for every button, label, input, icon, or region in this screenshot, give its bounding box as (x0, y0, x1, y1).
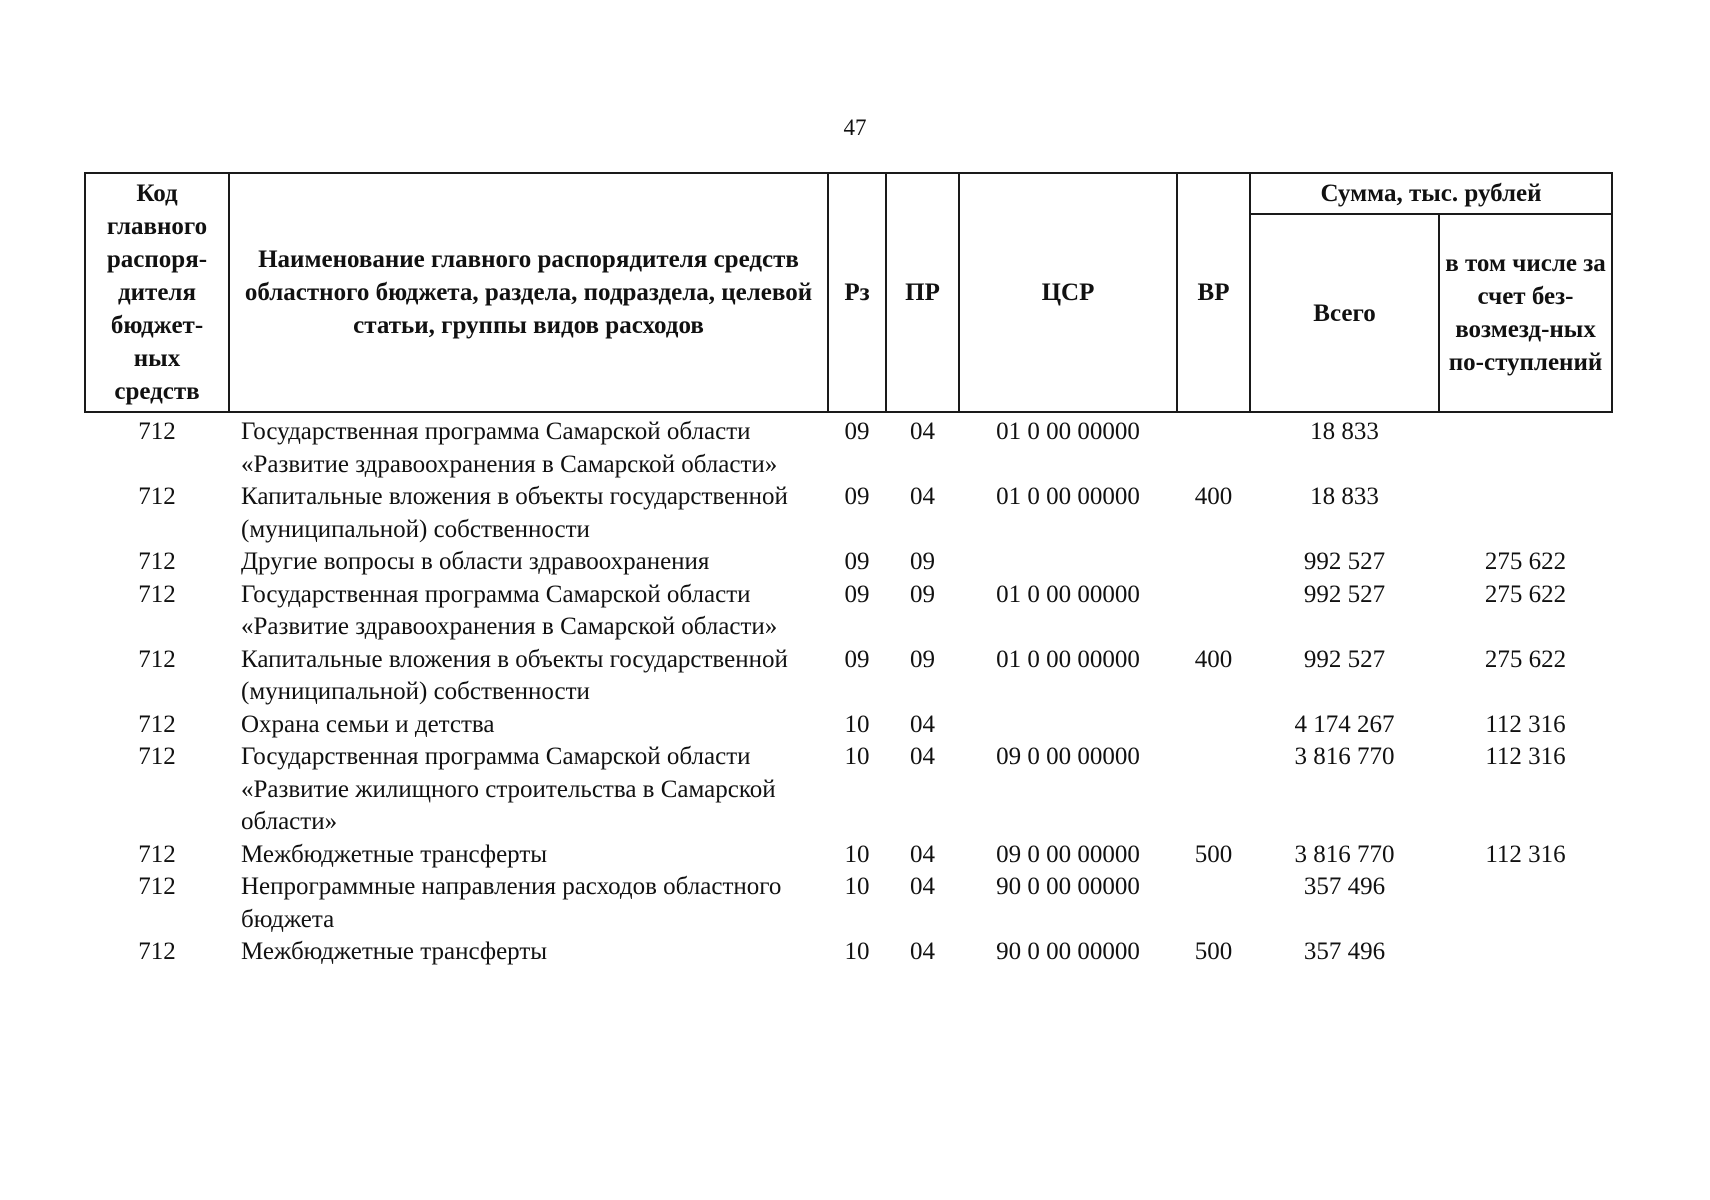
cell-name: Государственная программа Самарской области «Развитие здравоохранения в Самарской области» (241, 418, 778, 478)
table-row (85, 412, 1612, 481)
cell-name: Государственная программа Самарской области «Развитие жилищного строительства в Самарской области» (241, 743, 776, 835)
cell-total: 357 496 (1303, 938, 1386, 965)
cell-rz: 09 (844, 483, 870, 510)
cell-name: Другие вопросы в области здравоохранения (241, 548, 710, 575)
table-row (85, 481, 1612, 546)
cell-vr: 400 (1194, 483, 1233, 510)
cell-csr: 01 0 00 00000 (996, 580, 1140, 608)
header-grant: в том числе за счет без-возмезд-ных по-ступлений (1439, 214, 1612, 412)
cell-code: 712 (138, 483, 176, 510)
cell-code: 712 (138, 710, 176, 738)
cell-code: 712 (138, 743, 176, 770)
cell-csr: 90 0 00 00000 (996, 873, 1140, 900)
table-row (85, 839, 1612, 872)
cell-total: 992 527 (1303, 580, 1386, 608)
budget-table (84, 172, 1613, 969)
cell-rz: 10 (844, 873, 870, 900)
cell-csr: 09 0 00 00000 (996, 840, 1140, 868)
cell-rz: 09 (844, 645, 870, 673)
cell-csr: 09 0 00 00000 (996, 743, 1140, 770)
cell-name: Охрана семьи и детства (241, 710, 495, 738)
table-row (85, 936, 1612, 969)
cell-grant: 275 622 (1484, 645, 1567, 673)
cell-csr (959, 709, 1177, 742)
cell-total: 3 816 770 (1294, 743, 1395, 770)
table-row (85, 871, 1612, 936)
cell-vr (1177, 709, 1250, 742)
header-pr: ПР (886, 173, 959, 412)
cell-grant: 112 316 (1485, 743, 1566, 770)
cell-vr (1177, 579, 1250, 644)
page-number: 47 (843, 115, 867, 140)
cell-csr: 01 0 00 00000 (996, 645, 1140, 673)
cell-grant (1439, 871, 1612, 936)
header-code: Код главного распоря-дителя бюджет-ных средств (85, 173, 229, 412)
table-row (85, 709, 1612, 742)
cell-rz: 10 (844, 938, 870, 965)
cell-pr: 09 (910, 580, 935, 608)
cell-csr: 01 0 00 00000 (996, 483, 1140, 510)
cell-pr: 09 (910, 548, 935, 575)
cell-vr (1177, 741, 1250, 839)
cell-vr: 400 (1194, 645, 1233, 673)
cell-name: Межбюджетные трансферты (241, 840, 548, 868)
cell-pr: 04 (910, 743, 935, 770)
cell-vr: 500 (1194, 938, 1233, 965)
header-sum-group: Сумма, тыс. рублей (1250, 173, 1612, 214)
cell-code: 712 (138, 645, 176, 673)
cell-vr (1177, 412, 1250, 481)
cell-code: 712 (138, 418, 176, 445)
header-total: Всего (1250, 214, 1439, 412)
table-row (85, 579, 1612, 644)
cell-total: 4 174 267 (1294, 710, 1395, 738)
header-rz: Рз (828, 173, 886, 412)
header-csr: ЦСР (959, 173, 1177, 412)
cell-name: Капитальные вложения в объекты государственной (муниципальной) собственности (241, 645, 788, 705)
cell-total: 992 527 (1303, 548, 1386, 575)
cell-name: Государственная программа Самарской области «Развитие здравоохранения в Самарской области» (241, 580, 778, 640)
cell-rz: 09 (844, 580, 870, 608)
cell-code: 712 (138, 840, 176, 868)
cell-rz: 09 (844, 418, 870, 445)
cell-csr: 01 0 00 00000 (996, 418, 1140, 445)
table-header (85, 173, 1612, 412)
cell-pr: 04 (910, 873, 935, 900)
cell-grant: 112 316 (1485, 710, 1566, 738)
cell-rz: 09 (844, 548, 870, 575)
cell-code: 712 (138, 548, 176, 575)
cell-total: 18 833 (1310, 418, 1379, 445)
cell-csr (959, 546, 1177, 579)
cell-rz: 10 (844, 840, 870, 868)
cell-grant (1439, 936, 1612, 969)
cell-grant: 112 316 (1485, 840, 1566, 868)
header-name: Наименование главного распорядителя средств областного бюджета, раздела, подраздела, целевой статьи, группы видов расходов (229, 173, 828, 412)
cell-total: 357 496 (1303, 873, 1386, 900)
cell-grant: 275 622 (1484, 580, 1567, 608)
table-row (85, 546, 1612, 579)
cell-code: 712 (138, 873, 176, 900)
table-row (85, 644, 1612, 709)
cell-name: Межбюджетные трансферты (241, 938, 548, 965)
cell-total: 18 833 (1310, 483, 1379, 510)
cell-vr: 500 (1194, 840, 1233, 868)
cell-name: Непрограммные направления расходов областного бюджета (241, 873, 782, 933)
header-vr: ВР (1177, 173, 1250, 412)
cell-pr: 04 (910, 418, 935, 445)
cell-code: 712 (138, 938, 176, 965)
cell-pr: 09 (910, 645, 935, 673)
cell-grant (1439, 481, 1612, 546)
cell-name: Капитальные вложения в объекты государственной (муниципальной) собственности (241, 483, 788, 543)
cell-pr: 04 (910, 710, 935, 738)
cell-pr: 04 (910, 938, 935, 965)
cell-grant: 275 622 (1484, 548, 1567, 575)
cell-grant (1439, 412, 1612, 481)
cell-pr: 04 (910, 840, 935, 868)
cell-vr (1177, 546, 1250, 579)
table-row (85, 741, 1612, 839)
cell-vr (1177, 871, 1250, 936)
cell-total: 992 527 (1303, 645, 1386, 673)
table-body (85, 412, 1612, 969)
cell-rz: 10 (844, 743, 870, 770)
cell-code: 712 (138, 580, 176, 608)
cell-rz: 10 (844, 710, 870, 738)
cell-pr: 04 (910, 483, 935, 510)
cell-csr: 90 0 00 00000 (996, 938, 1140, 965)
cell-total: 3 816 770 (1294, 840, 1395, 868)
